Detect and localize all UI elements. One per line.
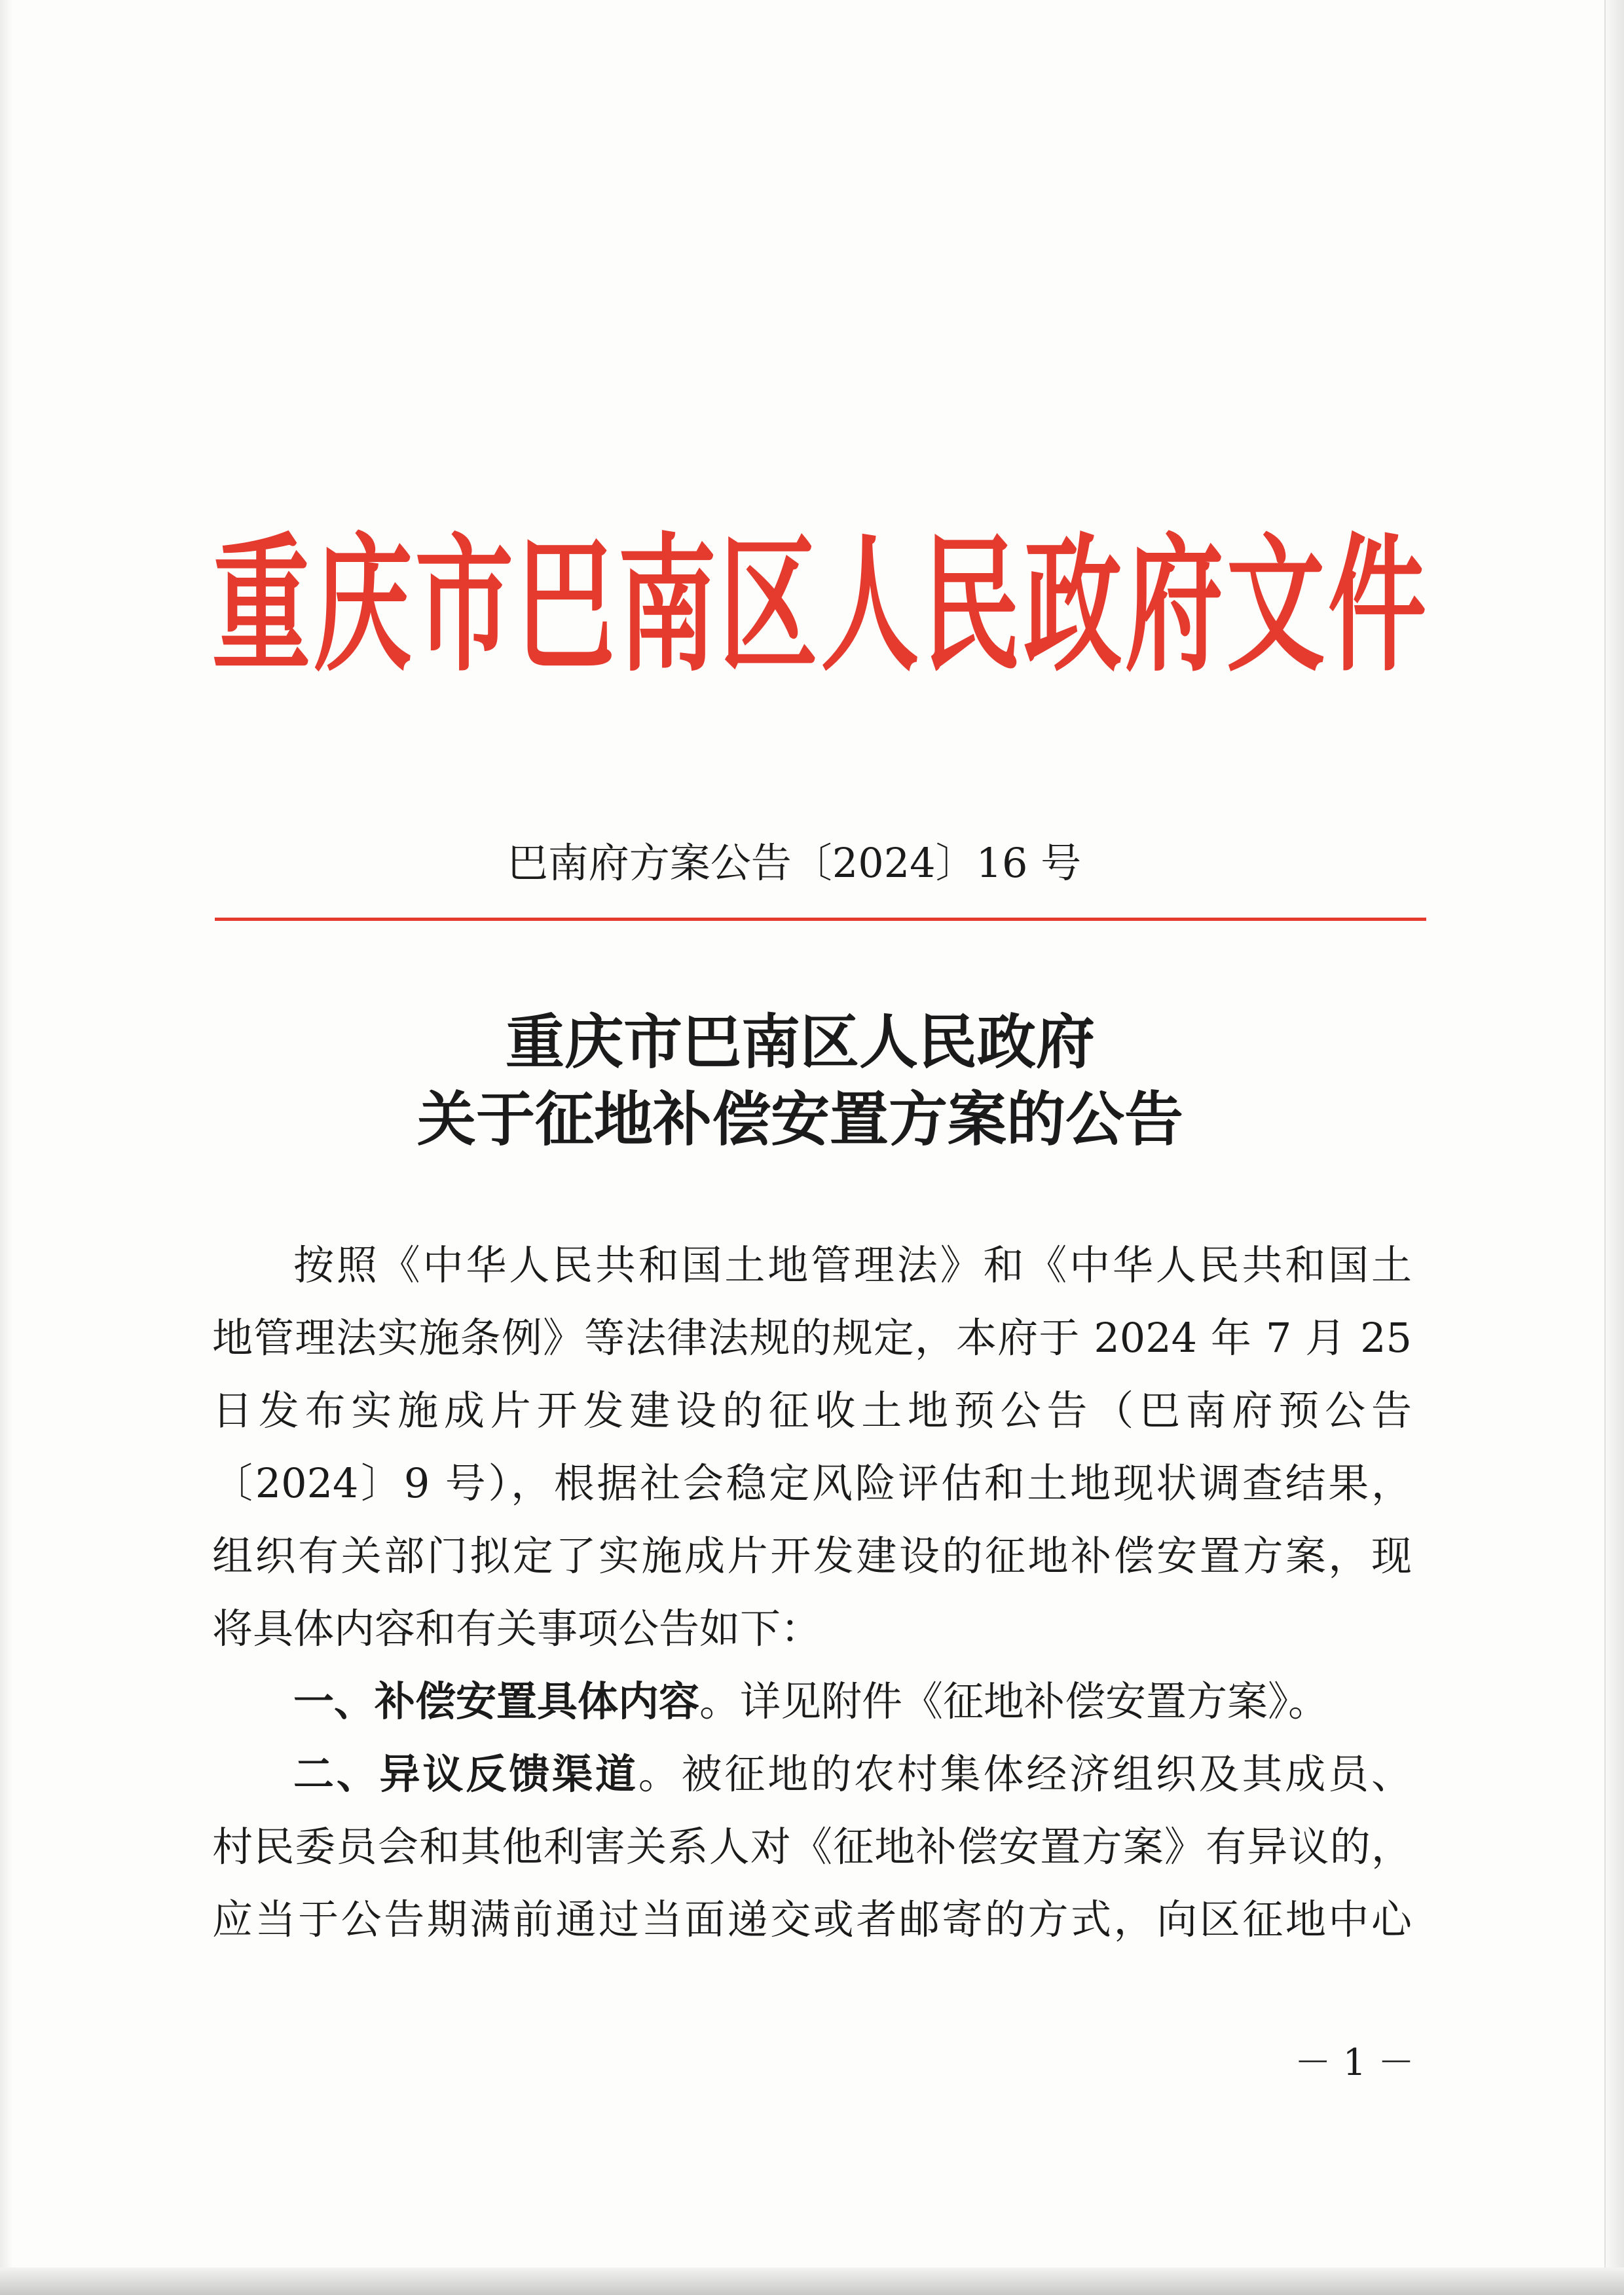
notice-title: [211, 1003, 1390, 1158]
body-line: 组织有关部门拟定了实施成片开发建设的征地补偿安置方案，现: [212, 1532, 1412, 1580]
section-2-heading: 二、异议反馈渠道: [293, 1750, 638, 1798]
document-number: 巴南府方案公告〔2024〕16 号: [507, 839, 1082, 887]
body-line: 按照《中华人民共和国土地管理法》和《中华人民共和国土: [293, 1241, 1412, 1289]
body-line: 地管理法实施条例》等法律法规的规定，本府于 2024 年 7 月 25: [212, 1314, 1412, 1362]
body-line: 将具体内容和有关事项公告如下：: [212, 1605, 822, 1652]
section-2-text: 。被征地的农村集体经济组织及其成员、: [638, 1750, 1412, 1798]
issuer-red-header: 重庆市巴南区人民政府文件: [212, 519, 1426, 692]
body-line: 应当于公告期满前通过当面递交或者邮寄的方式，向区征地中心: [212, 1895, 1412, 1943]
notice-title-line-2: 关于征地补偿安置方案的公告: [417, 1085, 1183, 1154]
scan-edge-right: [1604, 0, 1624, 2295]
scan-edge-left: [0, 0, 13, 2295]
notice-title-line-1: 重庆市巴南区人民政府: [506, 1007, 1095, 1077]
notice-body: [212, 1229, 1412, 1956]
section-1-heading: 一、补偿安置具体内容: [293, 1677, 700, 1725]
page-number: － 1 －: [1294, 2042, 1414, 2084]
section-1-text: 。详见附件《征地补偿安置方案》。: [699, 1677, 1329, 1725]
body-line: 村民委员会和其他利害关系人对《征地补偿安置方案》有异议的，: [212, 1823, 1412, 1871]
body-line: 日发布实施成片开发建设的征收土地预公告（巴南府预公告: [212, 1387, 1412, 1434]
red-separator-line: [215, 918, 1426, 921]
body-line: 〔2024〕9 号），根据社会稳定风险评估和土地现状调查结果，: [212, 1459, 1412, 1507]
section-2-line: [212, 1738, 1412, 1810]
section-1-line: [212, 1665, 1412, 1738]
scan-edge-bottom: [0, 2267, 1624, 2295]
